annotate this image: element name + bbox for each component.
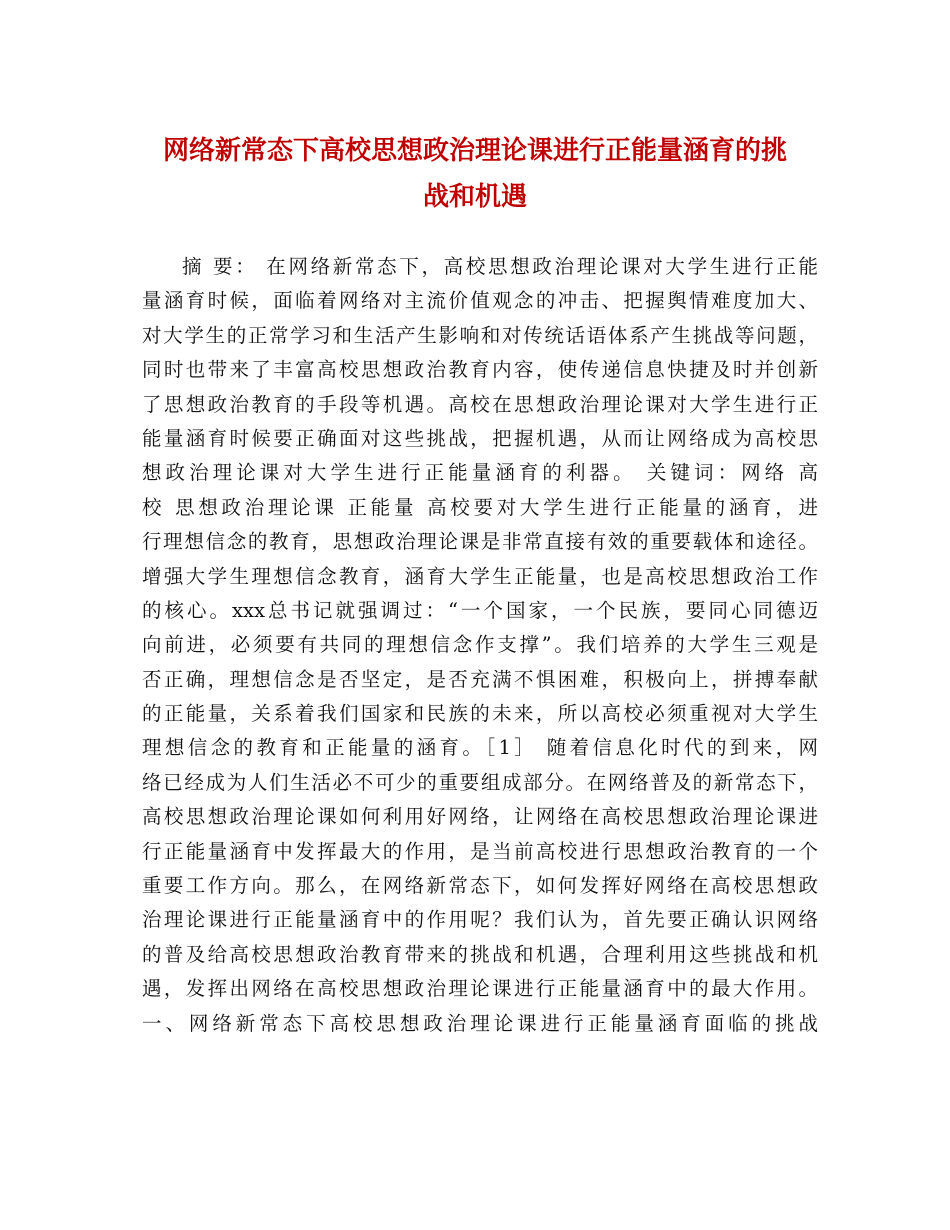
- body-line: 的正能量，关系着我们国家和民族的未来，所以高校必须重视对大学生: [142, 702, 818, 726]
- document-title: [120, 128, 830, 220]
- section-heading: 一、网络新常态下高校思想政治理论课进行正能量涵育面临的挑战: [142, 1011, 818, 1035]
- document-body: [142, 250, 818, 1041]
- body-line: 否正确，理想信念是否坚定，是否充满不惧困难，积极向上，拼搏奉献: [142, 667, 818, 691]
- abstract-line: 了思想政治教育的手段等机遇。高校在思想政治理论课对大学生进行正: [142, 392, 818, 416]
- body-line: 理想信念的教育和正能量的涵育。［1］ 随着信息化时代的到来，网: [142, 736, 818, 760]
- body-line: 行正能量涵育中发挥最大的作用，是当前高校进行思想政治教育的一个: [142, 839, 818, 863]
- title-line-1: 网络新常态下高校思想政治理论课进行正能量涵育的挑: [162, 136, 787, 166]
- abstract-line: 能量涵育时候要正确面对这些挑战，把握机遇，从而让网络成为高校思: [142, 426, 818, 450]
- body-line: 络已经成为人们生活必不可少的重要组成部分。在网络普及的新常态下，: [142, 770, 818, 794]
- abstract-line: 对大学生的正常学习和生活产生影响和对传统话语体系产生挑战等问题，: [142, 323, 818, 347]
- abstract-line: 摘 要： 在网络新常态下，高校思想政治理论课对大学生进行正能: [182, 255, 818, 278]
- body-line: 增强大学生理想信念教育，涵育大学生正能量，也是高校思想政治工作: [142, 564, 818, 588]
- body-line: 向前进，必须要有共同的理想信念作支撑”。我们培养的大学生三观是: [142, 633, 818, 657]
- body-line: 的核心。xxx总书记就强调过：“一个国家，一个民族，要同心同德迈: [142, 598, 818, 622]
- title-line-2: 战和机遇: [422, 182, 527, 212]
- body-line: 行理想信念的教育，思想政治理论课是非常直接有效的重要载体和途径。: [142, 530, 818, 554]
- keywords-line: 校 思想政治理论课 正能量 高校要对大学生进行正能量的涵育，进: [142, 495, 818, 519]
- keywords-line: 想政治理论课对大学生进行正能量涵育的利器。 关键词：网络 高: [142, 461, 818, 485]
- abstract-line: 同时也带来了丰富高校思想政治教育内容，使传递信息快捷及时并创新: [142, 358, 818, 382]
- body-line: 遇，发挥出网络在高校思想政治理论课进行正能量涵育中的最大作用。: [142, 977, 818, 1001]
- body-line: 治理论课进行正能量涵育中的作用呢？我们认为，首先要正确认识网络: [142, 908, 818, 932]
- body-line: 高校思想政治理论课如何利用好网络，让网络在高校思想政治理论课进: [142, 805, 818, 829]
- abstract-line: 量涵育时候，面临着网络对主流价值观念的冲击、把握舆情难度加大、: [142, 289, 818, 313]
- body-line: 的普及给高校思想政治教育带来的挑战和机遇，合理利用这些挑战和机: [142, 942, 818, 966]
- body-line: 重要工作方向。那么，在网络新常态下，如何发挥好网络在高校思想政: [142, 874, 818, 898]
